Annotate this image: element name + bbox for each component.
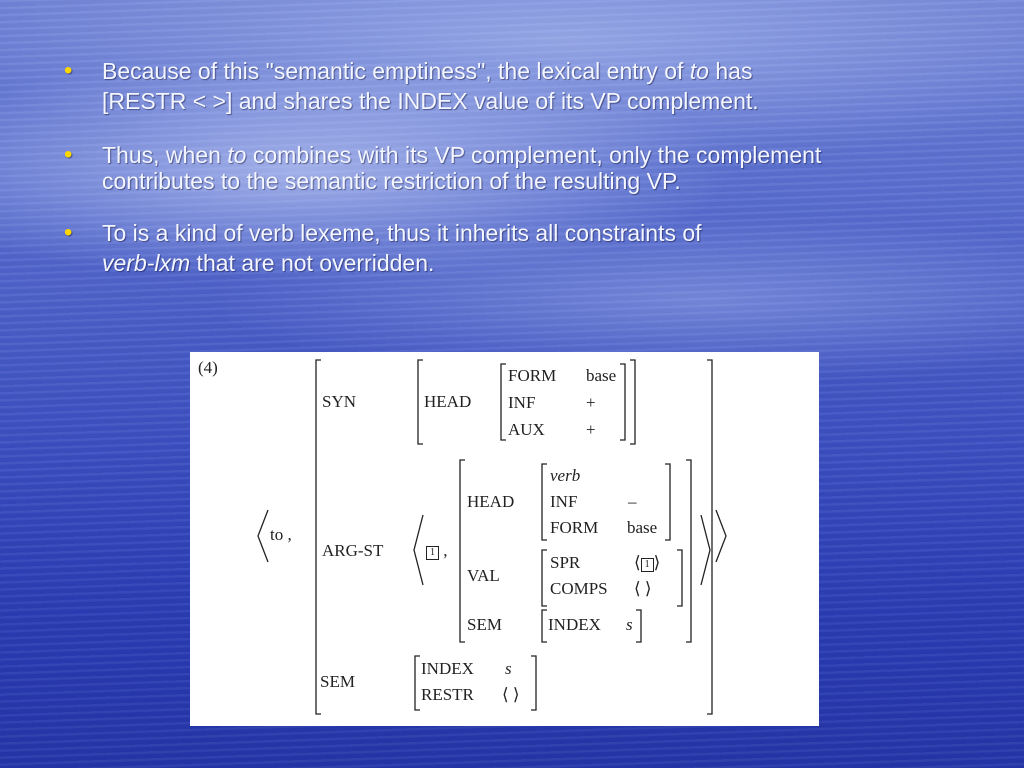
syn-label: SYN bbox=[322, 392, 357, 411]
aux-value: + bbox=[586, 420, 596, 439]
inner-index-label: INDEX bbox=[548, 615, 601, 634]
example-number: (4) bbox=[198, 358, 218, 377]
bullet-line: verb-lxm that are not overridden. bbox=[102, 250, 435, 276]
argst-label: ARG-ST bbox=[322, 541, 384, 560]
bullet-line: To is a kind of verb lexeme, thus it inherits all constraints of bbox=[102, 220, 702, 246]
bullet-line: [RESTR < >] and shares the INDEX value of its VP complement. bbox=[102, 88, 759, 114]
bullet-item-2 bbox=[60, 142, 960, 194]
inner-sem-label: SEM bbox=[467, 615, 502, 634]
index-label: INDEX bbox=[421, 659, 474, 678]
bullet-dot-icon: • bbox=[64, 57, 73, 84]
bullet-line: Thus, when to combines with its VP complement, only the complement bbox=[102, 142, 822, 168]
argst-first-tag: 1 , bbox=[426, 541, 448, 561]
bullet-line: contributes to the semantic restriction of the resulting VP. bbox=[102, 168, 681, 194]
bullet-dot-icon: • bbox=[64, 141, 73, 168]
index-value: s bbox=[505, 659, 512, 678]
inner-form-value: base bbox=[627, 518, 658, 537]
inner-inf-label: INF bbox=[550, 492, 578, 511]
bullet-line: Because of this "semantic emptiness", the lexical entry of to has bbox=[102, 58, 753, 84]
val-label: VAL bbox=[467, 566, 500, 585]
bullet-list bbox=[60, 56, 960, 304]
sem-label: SEM bbox=[320, 672, 355, 691]
inner-index-value: s bbox=[626, 615, 633, 634]
comps-value: ⟨ ⟩ bbox=[634, 579, 652, 598]
restr-value: ⟨ ⟩ bbox=[502, 685, 520, 704]
form-value: base bbox=[586, 366, 617, 385]
inner-inf-value: – bbox=[628, 492, 637, 511]
type-verb: verb bbox=[550, 466, 581, 485]
lexeme-word: to , bbox=[270, 525, 292, 544]
spr-label: SPR bbox=[550, 553, 581, 572]
comps-label: COMPS bbox=[550, 579, 608, 598]
tag-box: 1 bbox=[641, 558, 654, 572]
bullet-item-3 bbox=[60, 218, 960, 278]
inner-form-label: FORM bbox=[550, 518, 599, 537]
bullet-item-1 bbox=[60, 56, 960, 116]
inf-label: INF bbox=[508, 393, 536, 412]
head-label: HEAD bbox=[424, 392, 472, 411]
tag-box: 1 bbox=[426, 546, 439, 560]
avm-figure bbox=[190, 352, 819, 726]
bullet-dot-icon: • bbox=[64, 219, 73, 246]
inf-value: + bbox=[586, 393, 596, 412]
spr-value: ⟨ 1 ⟩ bbox=[634, 553, 661, 572]
inner-head-label: HEAD bbox=[467, 492, 515, 511]
restr-label: RESTR bbox=[421, 685, 474, 704]
form-label: FORM bbox=[508, 366, 557, 385]
aux-label: AUX bbox=[508, 420, 545, 439]
